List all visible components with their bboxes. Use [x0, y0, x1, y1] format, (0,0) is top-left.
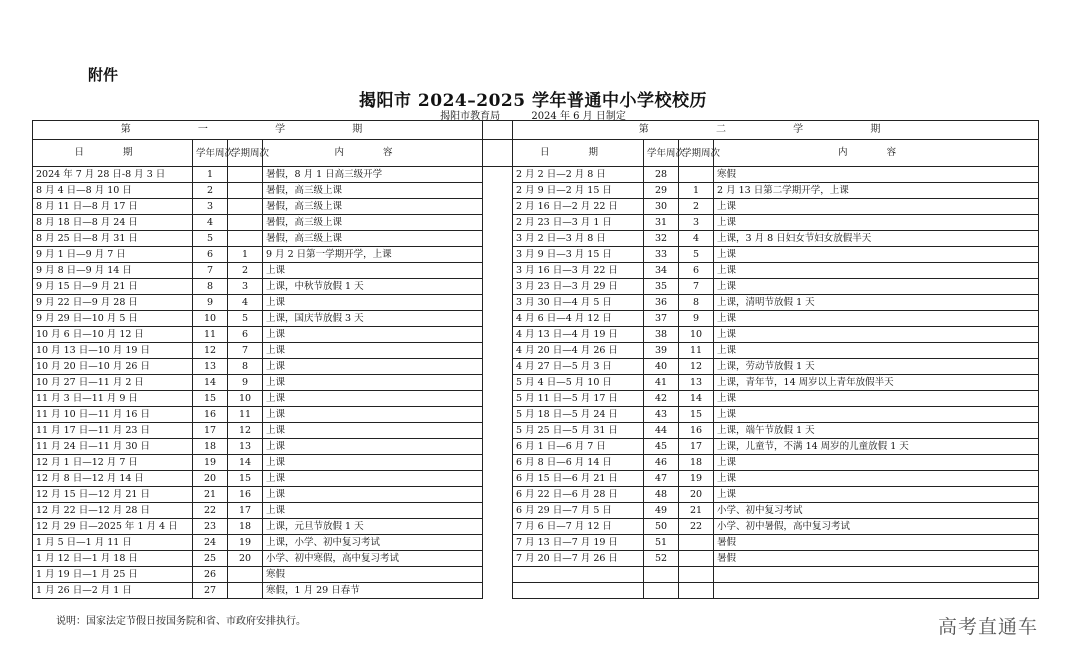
s2-date-cell: 3 月 2 日—3 月 8 日 [513, 231, 644, 247]
column-gap [483, 487, 513, 503]
column-gap [483, 167, 513, 183]
s1-term-week-cell: 6 [228, 327, 263, 343]
s1-date-cell: 9 月 22 日—9 月 28 日 [33, 295, 193, 311]
s2-term-week-cell: 16 [679, 423, 714, 439]
s2-content-cell: 上课 [714, 199, 1039, 215]
table-row [33, 551, 1039, 567]
s1-date-cell: 10 月 27 日—11 月 2 日 [33, 375, 193, 391]
column-gap [483, 423, 513, 439]
s2-date-cell: 7 月 13 日—7 月 19 日 [513, 535, 644, 551]
s1-year-week-header: 学年周次 [193, 140, 228, 167]
s1-term-week-cell [228, 215, 263, 231]
s2-content-cell: 小学、初中复习考试 [714, 503, 1039, 519]
column-gap [483, 183, 513, 199]
s1-term-week-cell: 18 [228, 519, 263, 535]
table-row [33, 487, 1039, 503]
s1-year-week-cell: 10 [193, 311, 228, 327]
s1-year-week-cell: 27 [193, 583, 228, 599]
table-row [33, 375, 1039, 391]
s1-term-week-cell: 16 [228, 487, 263, 503]
s2-content-cell [714, 567, 1039, 583]
s1-term-week-cell: 10 [228, 391, 263, 407]
s1-date-cell: 10 月 20 日—10 月 26 日 [33, 359, 193, 375]
s2-year-week-cell: 33 [644, 247, 679, 263]
s1-content-cell: 上课 [263, 327, 483, 343]
s2-date-cell: 5 月 25 日—5 月 31 日 [513, 423, 644, 439]
s2-year-week-cell: 31 [644, 215, 679, 231]
s2-year-week-cell: 44 [644, 423, 679, 439]
s2-content-cell: 暑假 [714, 535, 1039, 551]
s2-content-cell: 上课，儿童节，不满 14 周岁的儿童放假 1 天 [714, 439, 1039, 455]
s2-year-week-cell: 51 [644, 535, 679, 551]
s1-year-week-cell: 22 [193, 503, 228, 519]
s2-year-week-cell: 30 [644, 199, 679, 215]
s1-year-week-cell: 17 [193, 423, 228, 439]
s1-date-cell: 2024 年 7 月 28 日-8 月 3 日 [33, 167, 193, 183]
s2-date-cell: 4 月 6 日—4 月 12 日 [513, 311, 644, 327]
s2-year-week-cell: 42 [644, 391, 679, 407]
s2-term-week-cell: 8 [679, 295, 714, 311]
s1-date-cell: 1 月 19 日—1 月 25 日 [33, 567, 193, 583]
table-row [33, 535, 1039, 551]
s2-content-cell: 上课 [714, 391, 1039, 407]
s2-year-week-cell: 46 [644, 455, 679, 471]
s1-date-cell: 12 月 15 日—12 月 21 日 [33, 487, 193, 503]
school-calendar-table [32, 120, 1039, 599]
s2-content-cell: 上课 [714, 327, 1039, 343]
s2-year-week-cell: 36 [644, 295, 679, 311]
s2-date-cell: 2 月 9 日—2 月 15 日 [513, 183, 644, 199]
s2-year-week-cell: 38 [644, 327, 679, 343]
s2-term-week-cell: 5 [679, 247, 714, 263]
column-gap [483, 279, 513, 295]
column-gap [483, 121, 513, 140]
table-row [33, 567, 1039, 583]
column-gap [483, 359, 513, 375]
table-row [33, 327, 1039, 343]
s1-content-cell: 暑假，高三级上课 [263, 231, 483, 247]
table-row [33, 423, 1039, 439]
s1-term-week-cell: 9 [228, 375, 263, 391]
s1-term-week-cell [228, 231, 263, 247]
s1-date-cell: 11 月 10 日—11 月 16 日 [33, 407, 193, 423]
s1-year-week-cell: 23 [193, 519, 228, 535]
s2-term-week-cell: 10 [679, 327, 714, 343]
s2-year-week-header: 学年周次 [644, 140, 679, 167]
s1-content-header: 内 容 [263, 140, 483, 167]
s2-content-cell: 上课，青年节，14 周岁以上青年放假半天 [714, 375, 1039, 391]
s2-content-cell: 上课 [714, 311, 1039, 327]
s2-date-cell: 2 月 16 日—2 月 22 日 [513, 199, 644, 215]
s2-content-cell [714, 583, 1039, 599]
s2-term-week-cell: 13 [679, 375, 714, 391]
s1-year-week-cell: 26 [193, 567, 228, 583]
s1-content-cell: 上课，小学、初中复习考试 [263, 535, 483, 551]
s1-date-cell: 8 月 25 日—8 月 31 日 [33, 231, 193, 247]
s2-year-week-cell [644, 567, 679, 583]
s2-term-week-cell: 11 [679, 343, 714, 359]
s2-year-week-cell: 52 [644, 551, 679, 567]
s2-term-week-cell [679, 551, 714, 567]
table-row [33, 263, 1039, 279]
s1-term-week-cell: 11 [228, 407, 263, 423]
s2-term-week-cell: 19 [679, 471, 714, 487]
s1-content-cell: 寒假 [263, 567, 483, 583]
s1-date-cell: 1 月 12 日—1 月 18 日 [33, 551, 193, 567]
s2-year-week-cell: 39 [644, 343, 679, 359]
column-gap [483, 343, 513, 359]
column-gap [483, 519, 513, 535]
table-row [33, 583, 1039, 599]
s2-term-week-cell [679, 167, 714, 183]
s1-year-week-cell: 6 [193, 247, 228, 263]
watermark: 高考直通车 [937, 616, 1038, 638]
s1-term-week-cell: 5 [228, 311, 263, 327]
s1-year-week-cell: 14 [193, 375, 228, 391]
s2-content-cell: 2 月 13 日第二学期开学，上课 [714, 183, 1039, 199]
s2-content-cell: 上课 [714, 455, 1039, 471]
s1-date-cell: 8 月 4 日—8 月 10 日 [33, 183, 193, 199]
s2-year-week-cell: 47 [644, 471, 679, 487]
s2-date-cell: 6 月 29 日—7 月 5 日 [513, 503, 644, 519]
s2-year-week-cell [644, 583, 679, 599]
s2-content-cell: 上课 [714, 487, 1039, 503]
s2-year-week-cell: 49 [644, 503, 679, 519]
s2-content-cell: 上课，端午节放假 1 天 [714, 423, 1039, 439]
s1-content-cell: 暑假，高三级上课 [263, 199, 483, 215]
s2-content-cell: 上课 [714, 471, 1039, 487]
s2-date-cell: 5 月 4 日—5 月 10 日 [513, 375, 644, 391]
s1-date-cell: 8 月 18 日—8 月 24 日 [33, 215, 193, 231]
s2-term-week-cell: 9 [679, 311, 714, 327]
s2-date-cell: 4 月 20 日—4 月 26 日 [513, 343, 644, 359]
column-gap [483, 503, 513, 519]
s1-year-week-cell: 16 [193, 407, 228, 423]
s1-content-cell: 上课 [263, 503, 483, 519]
s2-term-week-cell: 6 [679, 263, 714, 279]
page-title: 揭阳市 2024–2025 学年普通中小学校校历 [359, 91, 707, 111]
table-row [33, 231, 1039, 247]
s2-term-week-cell: 3 [679, 215, 714, 231]
s2-content-cell: 上课 [714, 279, 1039, 295]
s2-date-cell: 5 月 18 日—5 月 24 日 [513, 407, 644, 423]
s1-term-week-cell [228, 167, 263, 183]
s2-year-week-cell: 28 [644, 167, 679, 183]
s1-date-cell: 10 月 6 日—10 月 12 日 [33, 327, 193, 343]
s2-year-week-cell: 45 [644, 439, 679, 455]
column-gap [483, 295, 513, 311]
s1-term-week-cell [228, 567, 263, 583]
column-gap [483, 215, 513, 231]
column-gap [483, 439, 513, 455]
issuer: 揭阳市教育局 [440, 111, 501, 122]
issue-date: 2024 年 6 月 日制定 [531, 111, 626, 122]
s1-content-cell: 上课 [263, 407, 483, 423]
s2-year-week-cell: 50 [644, 519, 679, 535]
column-gap [483, 535, 513, 551]
s1-year-week-cell: 11 [193, 327, 228, 343]
s2-date-cell: 7 月 20 日—7 月 26 日 [513, 551, 644, 567]
s2-date-cell: 6 月 8 日—6 月 14 日 [513, 455, 644, 471]
s1-year-week-cell: 20 [193, 471, 228, 487]
table-row [33, 407, 1039, 423]
s2-date-cell: 4 月 13 日—4 月 19 日 [513, 327, 644, 343]
s2-content-cell: 暑假 [714, 551, 1039, 567]
column-gap [483, 375, 513, 391]
column-gap [483, 567, 513, 583]
s1-term-week-cell: 8 [228, 359, 263, 375]
s2-year-week-cell: 40 [644, 359, 679, 375]
calendar-body [33, 167, 1039, 599]
s1-year-week-cell: 2 [193, 183, 228, 199]
s1-date-cell: 9 月 29 日—10 月 5 日 [33, 311, 193, 327]
s2-date-cell: 2 月 2 日—2 月 8 日 [513, 167, 644, 183]
s1-year-week-cell: 7 [193, 263, 228, 279]
table-row [33, 215, 1039, 231]
s1-content-cell: 上课 [263, 375, 483, 391]
s1-content-cell: 上课 [263, 455, 483, 471]
column-gap [483, 583, 513, 599]
s2-term-week-cell: 12 [679, 359, 714, 375]
s2-date-cell: 6 月 15 日—6 月 21 日 [513, 471, 644, 487]
semester2-title: 第 二 学 期 [513, 121, 1039, 140]
s2-content-cell: 寒假 [714, 167, 1039, 183]
s2-term-week-cell [679, 535, 714, 551]
s2-date-cell: 6 月 1 日—6 月 7 日 [513, 439, 644, 455]
s1-content-cell: 上课 [263, 487, 483, 503]
s1-date-cell: 12 月 22 日—12 月 28 日 [33, 503, 193, 519]
s1-content-cell: 寒假，1 月 29 日春节 [263, 583, 483, 599]
table-row [33, 359, 1039, 375]
s1-content-cell: 上课，元旦节放假 1 天 [263, 519, 483, 535]
s1-content-cell: 上课 [263, 359, 483, 375]
table-row [33, 279, 1039, 295]
column-gap [483, 263, 513, 279]
s2-term-week-cell: 22 [679, 519, 714, 535]
s2-date-cell: 7 月 6 日—7 月 12 日 [513, 519, 644, 535]
s1-date-cell: 12 月 29 日—2025 年 1 月 4 日 [33, 519, 193, 535]
s2-date-cell [513, 567, 644, 583]
column-gap [483, 551, 513, 567]
s1-term-week-cell [228, 183, 263, 199]
s2-term-week-cell: 14 [679, 391, 714, 407]
s1-date-cell: 12 月 8 日—12 月 14 日 [33, 471, 193, 487]
column-gap [483, 471, 513, 487]
s2-date-cell: 6 月 22 日—6 月 28 日 [513, 487, 644, 503]
s1-term-week-cell [228, 583, 263, 599]
table-row [33, 471, 1039, 487]
s2-content-cell: 上课 [714, 407, 1039, 423]
s1-date-cell: 9 月 15 日—9 月 21 日 [33, 279, 193, 295]
s1-content-cell: 上课 [263, 391, 483, 407]
s1-content-cell: 暑假，8 月 1 日高三级开学 [263, 167, 483, 183]
table-row [33, 311, 1039, 327]
s2-term-week-header: 学期周次 [679, 140, 714, 167]
s1-content-cell: 上课，中秋节放假 1 天 [263, 279, 483, 295]
table-row [33, 519, 1039, 535]
s1-content-cell: 上课 [263, 423, 483, 439]
s2-term-week-cell: 2 [679, 199, 714, 215]
s2-term-week-cell: 15 [679, 407, 714, 423]
s1-term-week-cell: 15 [228, 471, 263, 487]
table-row [33, 167, 1039, 183]
s1-term-week-cell [228, 199, 263, 215]
s2-date-header: 日 期 [513, 140, 644, 167]
s1-content-cell: 上课 [263, 295, 483, 311]
s1-content-cell: 暑假，高三级上课 [263, 183, 483, 199]
s2-content-cell: 上课 [714, 247, 1039, 263]
s1-term-week-cell: 4 [228, 295, 263, 311]
s1-year-week-cell: 13 [193, 359, 228, 375]
s1-content-cell: 上课，国庆节放假 3 天 [263, 311, 483, 327]
s1-content-cell: 暑假，高三级上课 [263, 215, 483, 231]
s2-year-week-cell: 43 [644, 407, 679, 423]
s1-term-week-cell: 20 [228, 551, 263, 567]
s2-content-cell: 小学、初中暑假，高中复习考试 [714, 519, 1039, 535]
s1-date-cell: 11 月 24 日—11 月 30 日 [33, 439, 193, 455]
column-gap [483, 407, 513, 423]
s2-year-week-cell: 35 [644, 279, 679, 295]
column-gap [483, 311, 513, 327]
s2-term-week-cell: 1 [679, 183, 714, 199]
footnote: 说明：国家法定节假日按国务院和省、市政府安排执行。 [56, 616, 306, 627]
s2-content-cell: 上课 [714, 263, 1039, 279]
s2-year-week-cell: 34 [644, 263, 679, 279]
s2-year-week-cell: 48 [644, 487, 679, 503]
s1-year-week-cell: 21 [193, 487, 228, 503]
s2-term-week-cell: 4 [679, 231, 714, 247]
s1-content-cell: 小学、初中寒假，高中复习考试 [263, 551, 483, 567]
s1-term-week-cell: 14 [228, 455, 263, 471]
s1-term-week-cell: 7 [228, 343, 263, 359]
column-gap [483, 231, 513, 247]
s2-term-week-cell [679, 567, 714, 583]
s1-year-week-cell: 8 [193, 279, 228, 295]
s2-term-week-cell: 18 [679, 455, 714, 471]
s2-term-week-cell: 17 [679, 439, 714, 455]
s2-date-cell: 3 月 9 日—3 月 15 日 [513, 247, 644, 263]
s2-date-cell [513, 583, 644, 599]
s1-date-cell: 10 月 13 日—10 月 19 日 [33, 343, 193, 359]
s1-year-week-cell: 5 [193, 231, 228, 247]
annex-label: 附件 [88, 66, 119, 84]
s1-date-cell: 11 月 3 日—11 月 9 日 [33, 391, 193, 407]
s2-date-cell: 3 月 16 日—3 月 22 日 [513, 263, 644, 279]
semester1-title: 第 一 学 期 [33, 121, 483, 140]
s1-term-week-header: 学期周次 [228, 140, 263, 167]
s1-year-week-cell: 1 [193, 167, 228, 183]
s1-term-week-cell: 17 [228, 503, 263, 519]
s1-content-cell: 上课 [263, 263, 483, 279]
table-row [33, 183, 1039, 199]
table-row [33, 343, 1039, 359]
column-gap [483, 391, 513, 407]
s2-content-cell: 上课 [714, 343, 1039, 359]
s1-date-cell: 11 月 17 日—11 月 23 日 [33, 423, 193, 439]
column-gap [483, 327, 513, 343]
s2-term-week-cell [679, 583, 714, 599]
s1-date-cell: 12 月 1 日—12 月 7 日 [33, 455, 193, 471]
s2-content-cell: 上课，清明节放假 1 天 [714, 295, 1039, 311]
s1-date-cell: 8 月 11 日—8 月 17 日 [33, 199, 193, 215]
s1-term-week-cell: 19 [228, 535, 263, 551]
s1-date-cell: 9 月 8 日—9 月 14 日 [33, 263, 193, 279]
s1-date-cell: 1 月 5 日—1 月 11 日 [33, 535, 193, 551]
table-row [33, 503, 1039, 519]
s2-content-cell: 上课，劳动节放假 1 天 [714, 359, 1039, 375]
table-row [33, 439, 1039, 455]
s2-year-week-cell: 41 [644, 375, 679, 391]
s2-content-cell: 上课 [714, 215, 1039, 231]
s2-content-cell: 上课，3 月 8 日妇女节妇女放假半天 [714, 231, 1039, 247]
table-row [33, 391, 1039, 407]
column-gap [483, 140, 513, 167]
s1-date-cell: 1 月 26 日—2 月 1 日 [33, 583, 193, 599]
table-row [33, 247, 1039, 263]
s2-content-header: 内 容 [714, 140, 1039, 167]
s1-year-week-cell: 12 [193, 343, 228, 359]
s2-year-week-cell: 32 [644, 231, 679, 247]
s2-date-cell: 3 月 30 日—4 月 5 日 [513, 295, 644, 311]
s1-year-week-cell: 9 [193, 295, 228, 311]
column-gap [483, 247, 513, 263]
s2-year-week-cell: 37 [644, 311, 679, 327]
table-row [33, 295, 1039, 311]
s1-term-week-cell: 3 [228, 279, 263, 295]
s1-year-week-cell: 15 [193, 391, 228, 407]
s1-term-week-cell: 1 [228, 247, 263, 263]
s1-year-week-cell: 3 [193, 199, 228, 215]
s2-date-cell: 4 月 27 日—5 月 3 日 [513, 359, 644, 375]
s1-content-cell: 上课 [263, 343, 483, 359]
s1-year-week-cell: 4 [193, 215, 228, 231]
s2-term-week-cell: 21 [679, 503, 714, 519]
s1-year-week-cell: 19 [193, 455, 228, 471]
column-gap [483, 199, 513, 215]
s1-year-week-cell: 24 [193, 535, 228, 551]
s1-term-week-cell: 2 [228, 263, 263, 279]
s1-term-week-cell: 12 [228, 423, 263, 439]
s2-date-cell: 2 月 23 日—3 月 1 日 [513, 215, 644, 231]
s1-term-week-cell: 13 [228, 439, 263, 455]
s1-content-cell: 9 月 2 日第一学期开学，上课 [263, 247, 483, 263]
s2-date-cell: 5 月 11 日—5 月 17 日 [513, 391, 644, 407]
s2-date-cell: 3 月 23 日—3 月 29 日 [513, 279, 644, 295]
column-gap [483, 455, 513, 471]
s1-date-cell: 9 月 1 日—9 月 7 日 [33, 247, 193, 263]
s2-term-week-cell: 20 [679, 487, 714, 503]
s1-year-week-cell: 25 [193, 551, 228, 567]
s1-content-cell: 上课 [263, 439, 483, 455]
s1-date-header: 日 期 [33, 140, 193, 167]
table-row [33, 199, 1039, 215]
s2-term-week-cell: 7 [679, 279, 714, 295]
table-row [33, 455, 1039, 471]
s2-year-week-cell: 29 [644, 183, 679, 199]
s1-content-cell: 上课 [263, 471, 483, 487]
s1-year-week-cell: 18 [193, 439, 228, 455]
